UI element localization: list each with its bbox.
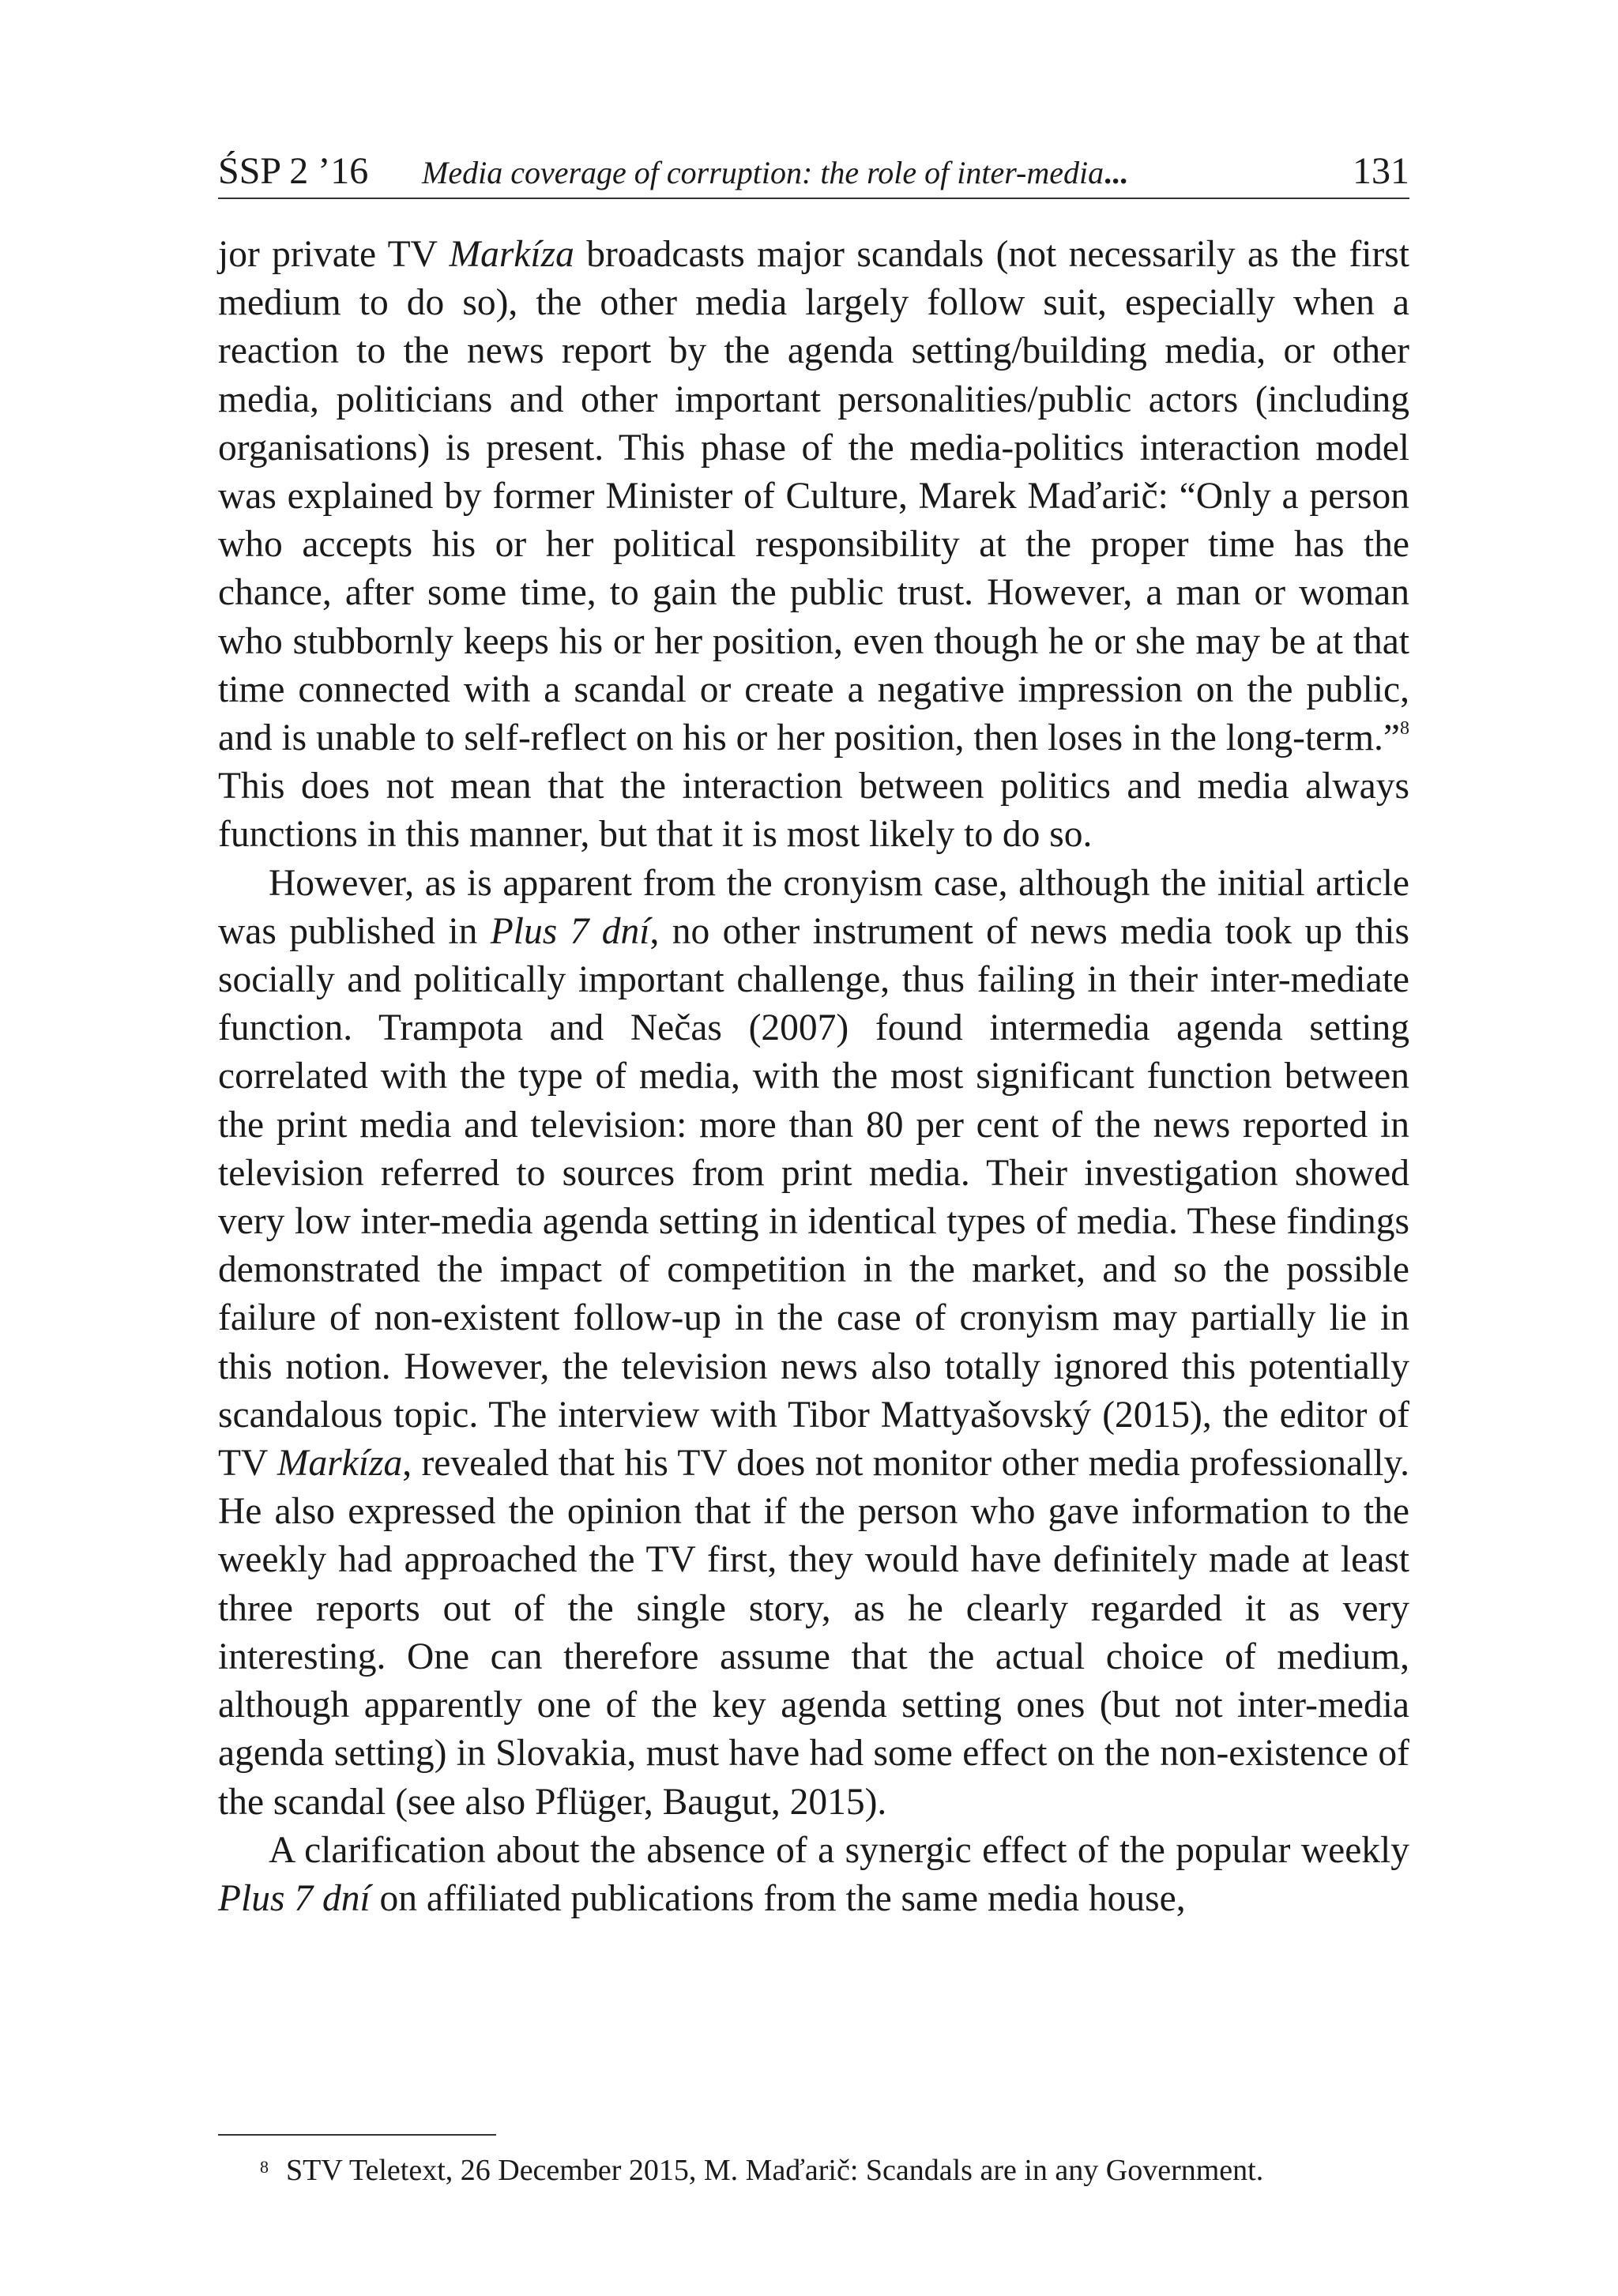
- journal-reference: ŚSP 2 ’16: [218, 150, 369, 192]
- publication-name: Plus 7 dní: [490, 910, 650, 952]
- paragraph-1: [218, 231, 1409, 860]
- paragraph-2: [218, 860, 1409, 1827]
- text-run: on affiliated publications from the same media house,: [370, 1877, 1186, 1919]
- footnote-reference: 8: [1400, 718, 1409, 740]
- text-run: However, as is apparent from the cronyism case, although the initial article was published in: [218, 862, 1409, 952]
- running-title-text: Media coverage of corruption: the role of inter-media: [422, 155, 1104, 190]
- publication-name: Plus 7 dní: [218, 1877, 371, 1919]
- running-title-ellipsis: ...: [1104, 155, 1128, 190]
- text-run: A clarification about the absence of a synergic effect of the popular weekly: [269, 1829, 1409, 1871]
- text-run: jor private TV: [218, 234, 450, 275]
- body-text: [218, 231, 1409, 1923]
- footnote-text: STV Teletext, 26 December 2015, M. Maďarič: Scandals are in any Government.: [286, 2154, 1264, 2187]
- page-number: 131: [1353, 150, 1409, 192]
- text-run: , no other instrument of news media took up this socially and politically important challenge, thus failing in their inter-mediate function. Trampota and Nečas (2007) found intermedia agenda setting correlated with the type of media, with the most significant function between the print media and television: more than 80 per cent of the news reported in television referred to sources from print media. Their investigation showed very low inter-media agenda setting in identical types of media. These findings demonstrated the impact of competition in the market, and so the possible failure of non-existent follow-up in the case of cronyism may partially lie in this notion. However, the television news also totally ignored this potentially scandalous topic. The interview with Tibor Mattyašovský (2015), the editor of TV: [218, 910, 1409, 1485]
- publication-name: Markíza: [449, 234, 574, 275]
- publication-name: Markíza: [277, 1443, 403, 1485]
- footnote: [218, 2151, 1409, 2190]
- running-header: [218, 142, 1409, 199]
- footnote-number: 8: [260, 2157, 269, 2177]
- text-run: , revealed that his TV does not monitor other media professionally. He also expressed the opinion that if the person who gave information to the weekly had approached the TV first, they would have definitely made at least three reports out of the single story, as he clearly regarded it as very interesting. One can therefore assume that the actual choice of medium, although apparently one of the key agenda setting ones (but not inter-media agenda setting) in Slovakia, must have had some effect on the non-existence of the scandal (see also Pflüger, Baugut, 2015).: [218, 1443, 1409, 1823]
- text-run: This does not mean that the interaction between politics and media always functions in this manner, but that it is most likely to do so.: [218, 766, 1409, 856]
- footnote-separator: [218, 2134, 496, 2136]
- text-run: broadcasts major scandals (not necessarily as the first medium to do so), the other media largely follow suit, especially when a reaction to the news report by the agenda setting/building media, or other media, politicians and other important personalities/public actors (including organisations) is present. This phase of the media-politics interaction model was explained by former Minister of Culture, Marek Maďarič: “Only a person who accepts his or her political responsibility at the proper time has the chance, after some time, to gain the public trust. However, a man or woman who stubbornly keeps his or her position, even though he or she may be at that time connected with a scandal or create a negative impression on the public, and is unable to self-reflect on his or her position, then loses in the long-term.”: [218, 234, 1409, 759]
- paragraph-3: [218, 1827, 1409, 1923]
- running-title: [422, 154, 1127, 191]
